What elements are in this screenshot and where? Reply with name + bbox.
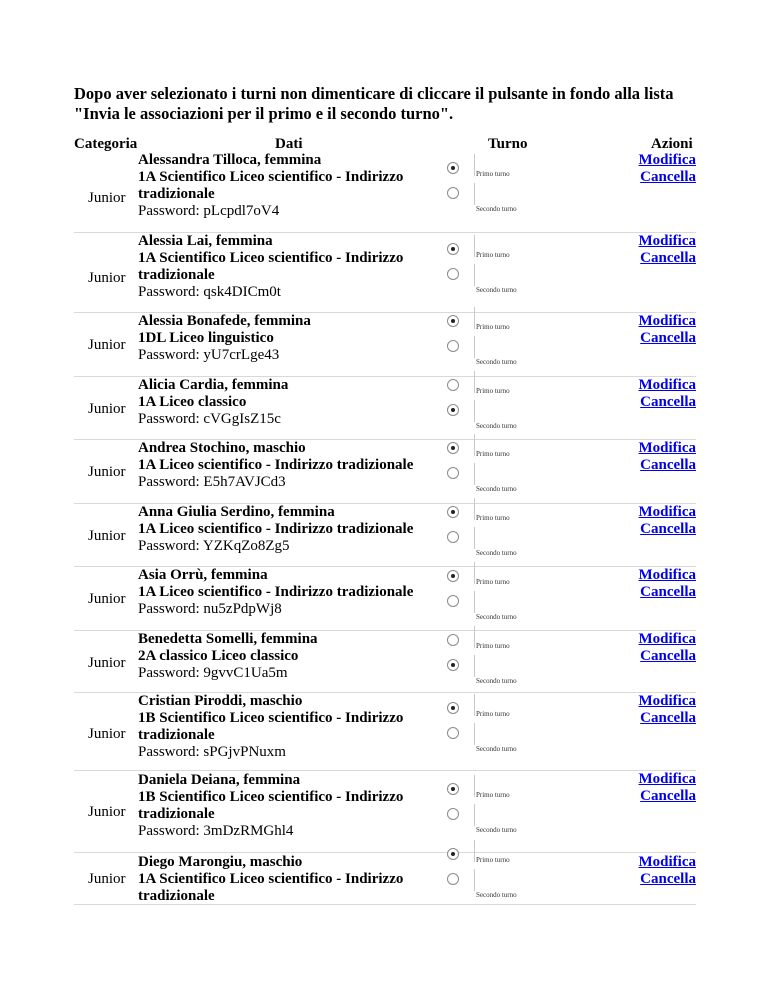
student-class: 1A Liceo scientifico - Indirizzo tradizionale <box>138 521 414 537</box>
table-row <box>74 630 696 693</box>
categoria-cell: Junior <box>88 337 126 353</box>
student-password: Password: qsk4DICm0t <box>138 284 281 300</box>
student-password: Password: nu5zPdpWj8 <box>138 601 282 617</box>
primo-turno-radio[interactable] <box>447 243 459 255</box>
secondo-turno-radio[interactable] <box>447 873 459 885</box>
modifica-link[interactable]: Modifica <box>638 377 696 393</box>
secondo-turno-label: Secondo turno <box>476 677 517 685</box>
dati-cell <box>138 772 438 840</box>
student-name: Andrea Stochino, maschio <box>138 440 306 456</box>
primo-turno-label: Primo turno <box>476 387 510 395</box>
categoria-cell: Junior <box>88 190 126 206</box>
table-row <box>74 376 696 440</box>
dati-cell <box>138 567 438 618</box>
primo-turno-radio[interactable] <box>447 702 459 714</box>
primo-turno-label: Primo turno <box>476 450 510 458</box>
turno-separator <box>474 562 475 584</box>
primo-turno-radio[interactable] <box>447 848 459 860</box>
cancella-link[interactable]: Cancella <box>640 788 696 804</box>
secondo-turno-label: Secondo turno <box>476 422 517 430</box>
student-class: 1A Liceo scientifico - Indirizzo tradizionale <box>138 584 414 600</box>
turno-separator <box>474 400 475 422</box>
secondo-turno-label: Secondo turno <box>476 745 517 753</box>
turno-separator <box>474 840 475 862</box>
modifica-link[interactable]: Modifica <box>638 771 696 787</box>
student-password: Password: sPGjvPNuxm <box>138 744 286 760</box>
student-name: Alicia Cardia, femmina <box>138 377 289 393</box>
modifica-link[interactable]: Modifica <box>638 313 696 329</box>
secondo-turno-radio[interactable] <box>447 404 459 416</box>
student-name: Cristian Piroddi, maschio <box>138 693 303 709</box>
turno-separator <box>474 694 475 716</box>
cancella-link[interactable]: Cancella <box>640 457 696 473</box>
primo-turno-radio[interactable] <box>447 315 459 327</box>
turno-separator <box>474 591 475 613</box>
modifica-link[interactable]: Modifica <box>638 440 696 456</box>
secondo-turno-radio[interactable] <box>447 340 459 352</box>
table-row <box>74 152 696 233</box>
cancella-link[interactable]: Cancella <box>640 871 696 887</box>
modifica-link[interactable]: Modifica <box>638 567 696 583</box>
dati-cell <box>138 152 438 220</box>
dati-cell <box>138 693 438 761</box>
turno-separator <box>474 264 475 286</box>
categoria-cell: Junior <box>88 655 126 671</box>
azioni-cell <box>616 233 696 267</box>
header-azioni: Azioni <box>651 136 693 152</box>
modifica-link[interactable]: Modifica <box>638 854 696 870</box>
categoria-cell: Junior <box>88 401 126 417</box>
student-password: Password: YZKqZo8Zg5 <box>138 538 290 554</box>
primo-turno-label: Primo turno <box>476 642 510 650</box>
student-name: Daniela Deiana, femmina <box>138 772 301 788</box>
turno-separator <box>474 154 475 176</box>
secondo-turno-radio[interactable] <box>447 595 459 607</box>
table-row <box>74 439 696 504</box>
modifica-link[interactable]: Modifica <box>638 233 696 249</box>
primo-turno-label: Primo turno <box>476 514 510 522</box>
header-dati: Dati <box>275 136 303 152</box>
categoria-cell: Junior <box>88 591 126 607</box>
student-name: Alessia Bonafede, femmina <box>138 313 311 329</box>
cancella-link[interactable]: Cancella <box>640 648 696 664</box>
secondo-turno-radio[interactable] <box>447 467 459 479</box>
turno-separator <box>474 804 475 826</box>
student-class: 1A Liceo scientifico - Indirizzo tradizionale <box>138 457 414 473</box>
turno-separator <box>474 307 475 329</box>
primo-turno-label: Primo turno <box>476 170 510 178</box>
dati-cell <box>138 440 438 491</box>
student-class: 1B Scientifico Liceo scientifico - Indirizzo tradizionale <box>138 789 404 822</box>
cancella-link[interactable]: Cancella <box>640 330 696 346</box>
categoria-cell: Junior <box>88 464 126 480</box>
student-name: Anna Giulia Serdino, femmina <box>138 504 335 520</box>
secondo-turno-label: Secondo turno <box>476 891 517 899</box>
student-password: Password: E5h7AVJCd3 <box>138 474 286 490</box>
azioni-cell <box>616 631 696 665</box>
cancella-link[interactable]: Cancella <box>640 169 696 185</box>
turno-separator <box>474 626 475 648</box>
categoria-cell: Junior <box>88 528 126 544</box>
student-class: 1A Scientifico Liceo scientifico - Indirizzo tradizionale <box>138 871 404 904</box>
cancella-link[interactable]: Cancella <box>640 521 696 537</box>
cancella-link[interactable]: Cancella <box>640 394 696 410</box>
turno-separator <box>474 775 475 797</box>
student-password: Password: 3mDzRMGhl4 <box>138 823 294 839</box>
secondo-turno-label: Secondo turno <box>476 205 517 213</box>
azioni-cell <box>616 693 696 727</box>
secondo-turno-radio[interactable] <box>447 187 459 199</box>
categoria-cell: Junior <box>88 270 126 286</box>
azioni-cell <box>616 152 696 186</box>
table-row <box>74 566 696 631</box>
turno-separator <box>474 434 475 456</box>
table-row <box>74 770 696 853</box>
primo-turno-radio[interactable] <box>447 442 459 454</box>
table-row <box>74 503 696 567</box>
student-class: 1DL Liceo linguistico <box>138 330 274 346</box>
turno-separator <box>474 869 475 891</box>
azioni-cell <box>616 313 696 347</box>
turno-separator <box>474 336 475 358</box>
student-password: Password: pLcpdl7oV4 <box>138 203 280 219</box>
student-class: 1A Scientifico Liceo scientifico - Indirizzo tradizionale <box>138 250 404 283</box>
azioni-cell <box>616 440 696 474</box>
turno-separator <box>474 235 475 257</box>
table-row <box>74 852 696 905</box>
turno-separator <box>474 463 475 485</box>
student-class: 1A Scientifico Liceo scientifico - Indirizzo tradizionale <box>138 169 404 202</box>
student-name: Diego Marongiu, maschio <box>138 854 303 870</box>
dati-cell <box>138 377 438 428</box>
student-password: Password: 9gvvC1Ua5m <box>138 665 288 681</box>
cancella-link[interactable]: Cancella <box>640 710 696 726</box>
categoria-cell: Junior <box>88 871 126 887</box>
cancella-link[interactable]: Cancella <box>640 584 696 600</box>
primo-turno-radio[interactable] <box>447 162 459 174</box>
primo-turno-label: Primo turno <box>476 710 510 718</box>
secondo-turno-radio[interactable] <box>447 531 459 543</box>
primo-turno-label: Primo turno <box>476 791 510 799</box>
secondo-turno-label: Secondo turno <box>476 826 517 834</box>
azioni-cell <box>616 504 696 538</box>
categoria-cell: Junior <box>88 726 126 742</box>
turno-separator <box>474 183 475 205</box>
student-class: 1A Liceo classico <box>138 394 247 410</box>
student-password: Password: yU7crLge43 <box>138 347 280 363</box>
secondo-turno-label: Secondo turno <box>476 613 517 621</box>
turno-separator <box>474 371 475 393</box>
modifica-link[interactable]: Modifica <box>638 631 696 647</box>
student-name: Alessandra Tilloca, femmina <box>138 152 322 168</box>
primo-turno-label: Primo turno <box>476 251 510 259</box>
categoria-cell: Junior <box>88 804 126 820</box>
modifica-link[interactable]: Modifica <box>638 693 696 709</box>
dati-cell <box>138 854 438 905</box>
azioni-cell <box>616 771 696 805</box>
turno-separator <box>474 527 475 549</box>
primo-turno-radio[interactable] <box>447 634 459 646</box>
secondo-turno-label: Secondo turno <box>476 549 517 557</box>
student-name: Benedetta Somelli, femmina <box>138 631 318 647</box>
primo-turno-radio[interactable] <box>447 783 459 795</box>
student-name: Alessia Lai, femmina <box>138 233 273 249</box>
student-class: 1B Scientifico Liceo scientifico - Indirizzo tradizionale <box>138 710 404 743</box>
turno-separator <box>474 655 475 677</box>
modifica-link[interactable]: Modifica <box>638 152 696 168</box>
header-turno: Turno <box>488 136 528 152</box>
student-name: Asia Orrù, femmina <box>138 567 268 583</box>
cancella-link[interactable]: Cancella <box>640 250 696 266</box>
dati-cell <box>138 504 438 555</box>
secondo-turno-label: Secondo turno <box>476 286 517 294</box>
table-row <box>74 232 696 313</box>
student-class: 2A classico Liceo classico <box>138 648 299 664</box>
secondo-turno-label: Secondo turno <box>476 485 517 493</box>
primo-turno-radio[interactable] <box>447 379 459 391</box>
azioni-cell <box>616 377 696 411</box>
table-row <box>74 692 696 771</box>
secondo-turno-radio[interactable] <box>447 727 459 739</box>
secondo-turno-radio[interactable] <box>447 659 459 671</box>
primo-turno-radio[interactable] <box>447 570 459 582</box>
primo-turno-label: Primo turno <box>476 856 510 864</box>
student-password: Password: cVGgIsZ15c <box>138 411 281 427</box>
turno-separator <box>474 498 475 520</box>
dati-cell <box>138 631 438 682</box>
turno-separator <box>474 723 475 745</box>
header-categoria: Categoria <box>74 136 138 152</box>
modifica-link[interactable]: Modifica <box>638 504 696 520</box>
primo-turno-label: Primo turno <box>476 323 510 331</box>
azioni-cell <box>616 567 696 601</box>
secondo-turno-label: Secondo turno <box>476 358 517 366</box>
secondo-turno-radio[interactable] <box>447 268 459 280</box>
azioni-cell <box>616 854 696 888</box>
dati-cell <box>138 313 438 364</box>
secondo-turno-radio[interactable] <box>447 808 459 820</box>
primo-turno-radio[interactable] <box>447 506 459 518</box>
instructions-text: Dopo aver selezionato i turni non dimenticare di cliccare il pulsante in fondo alla lista "Invia le associazioni per il primo e il secondo turno". <box>74 84 674 123</box>
primo-turno-label: Primo turno <box>476 578 510 586</box>
dati-cell <box>138 233 438 301</box>
table-row <box>74 312 696 377</box>
